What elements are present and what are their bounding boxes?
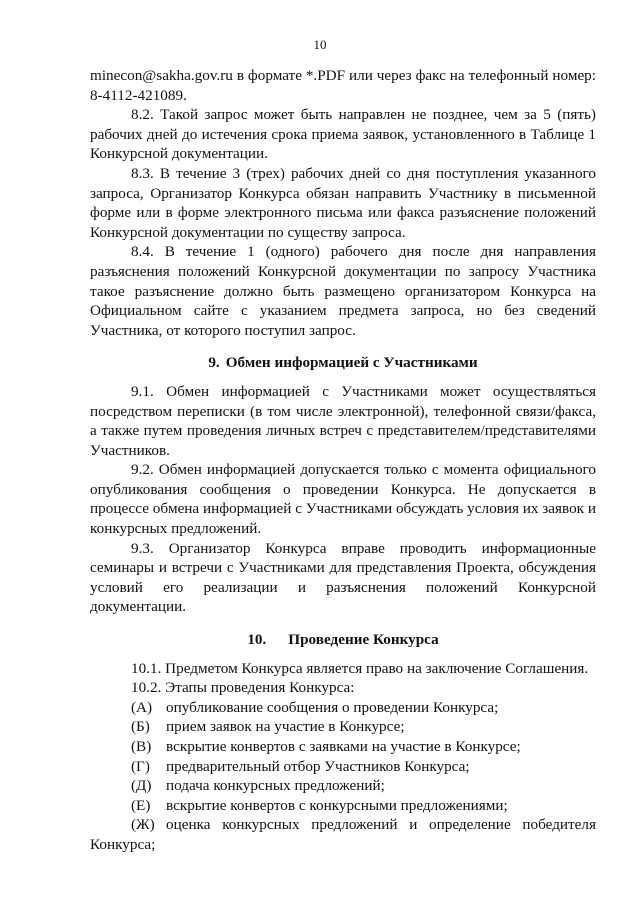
list-marker: (Б) — [131, 718, 150, 736]
paragraph-9-2: 9.2. Обмен информацией допускается только с момента официального опубликования сообщения о проведении Конкурса. Не допускается в процессе обмена информацией с Участниками обсуждать условия их заявок и конкурсных предложений. — [90, 461, 596, 538]
list-item — [90, 776, 596, 796]
section-10-number: 10. — [247, 631, 267, 649]
section-9-heading — [90, 353, 596, 373]
list-marker: (Е) — [131, 796, 151, 814]
page-number: 10 — [313, 37, 327, 52]
list-item-text-continuation: Конкурса; — [90, 835, 156, 853]
paragraph-8-2: 8.2. Такой запрос может быть направлен не позднее, чем за 5 (пять) рабочих дней до истечения срока приема заявок, установленного в Таблице 1 Конкурсной документации. — [90, 106, 596, 163]
paragraph-10-1: 10.1. Предметом Конкурса является право на заключение Соглашения. — [131, 659, 589, 677]
list-item — [90, 737, 596, 757]
paragraph-8-4: 8.4. В течение 1 (одного) рабочего дня после дня направления разъяснения положений Конкурсной документации по запросу Участника такое разъяснение должно быть размещено организатором Конкурса на Официальном сайте с указанием предмета запроса, но без сведений Участника, от которого поступил запрос. — [90, 243, 596, 339]
list-item-text: подача конкурсных предложений; — [166, 777, 385, 795]
list-item-last — [90, 815, 596, 854]
list-item-text: прием заявок на участие в Конкурсе; — [166, 718, 405, 736]
section-9-title: Обмен информацией с Участниками — [225, 354, 478, 372]
list-marker: (Г) — [131, 757, 150, 775]
paragraph-9-1: 9.1. Обмен информацией с Участниками может осуществляться посредством переписки (в том числе электронной), телефонной связи/факса, а также путем проведения личных встреч с представителем/представителями Участников. — [90, 382, 596, 459]
list-item-text: предварительный отбор Участников Конкурса; — [166, 757, 470, 775]
list-marker: (А) — [131, 698, 153, 716]
list-item — [90, 757, 596, 777]
section-10-heading — [90, 630, 596, 650]
paragraph-8-3: 8.3. В течение 3 (трех) рабочих дней со дня поступления указанного запроса, Организатор Конкурса обязан направить Участнику в письменной форме или в форме электронного письма или факса разъяснение положений Конкурсной документации по существу запроса. — [90, 164, 596, 241]
list-marker: (Д) — [131, 777, 152, 795]
list-item — [90, 698, 596, 718]
section-10-title: Проведение Конкурса — [288, 631, 439, 649]
paragraph-8-1-continuation: minecon@sakha.gov.ru в формате *.PDF или через факс на телефонный номер: 8-4112-421089. — [90, 67, 596, 104]
list-item-text: оценка конкурсных предложений и определение победителя — [166, 816, 596, 834]
section-9-number: 9. — [208, 354, 220, 372]
list-item-text: вскрытие конвертов с конкурсными предложениями; — [166, 796, 508, 814]
list-item — [90, 796, 596, 816]
paragraph-10-2: 10.2. Этапы проведения Конкурса: — [131, 679, 355, 697]
list-marker: (Ж) — [131, 816, 155, 834]
list-marker: (В) — [131, 738, 152, 755]
stages-list — [90, 698, 596, 855]
document-body — [90, 66, 596, 855]
list-item-text: опубликование сообщения о проведении Конкурса; — [166, 698, 499, 716]
list-item-text: вскрытие конвертов с заявками на участие в Конкурсе; — [166, 738, 521, 755]
list-item — [90, 717, 596, 737]
paragraph-9-3: 9.3. Организатор Конкурса вправе проводить информационные семинары и встречи с Участниками для представления Проекта, обсуждения условий его реализации и разъяснения положений Конкурсной документации. — [90, 539, 596, 616]
